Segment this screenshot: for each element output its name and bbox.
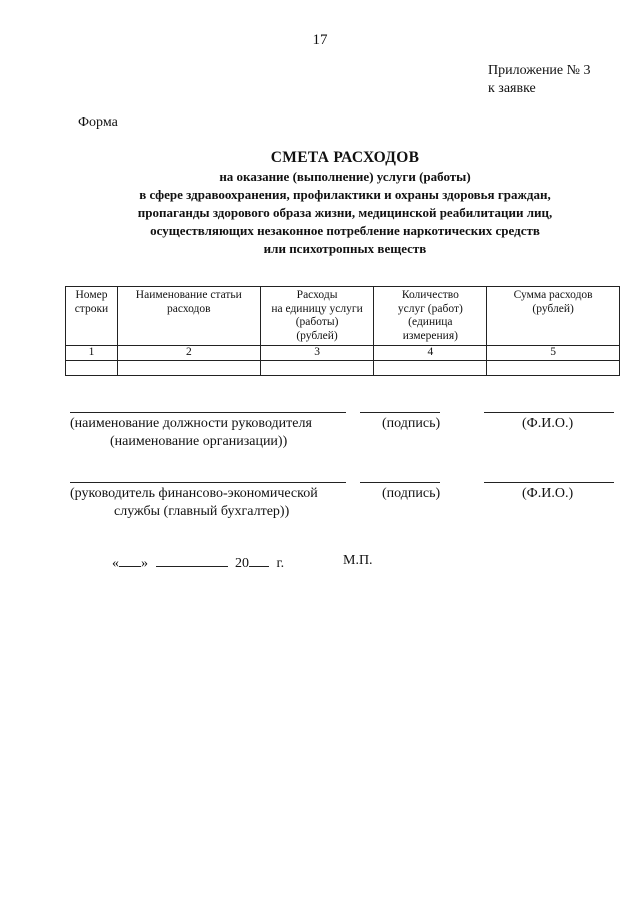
table-cell (66, 360, 118, 375)
organization-caption: (наименование организации)) (110, 434, 288, 449)
date-open-quote: « (112, 556, 119, 571)
table-cell (117, 360, 260, 375)
document-title (0, 148, 640, 258)
title-line-4: осуществляющих незаконное потребление наркотических средств (150, 223, 540, 238)
appendix-line-2: к заявке (488, 81, 536, 96)
stamp-label: М.П. (343, 553, 373, 568)
table-cell (260, 360, 374, 375)
head-fio-line (484, 412, 614, 413)
table-header-row (66, 287, 620, 346)
finance-fio-caption: (Ф.И.О.) (522, 486, 574, 501)
title-line-1: на оказание (выполнение) услуги (работы) (219, 169, 471, 184)
header-expense-item: Наименование статьи расходов (117, 287, 260, 346)
title-line-2: в сфере здравоохранения, профилактики и охраны здоровья граждан, (139, 187, 551, 202)
column-number-5: 5 (487, 346, 620, 361)
appendix-note (488, 62, 591, 98)
year-blank (249, 553, 269, 567)
form-label: Форма (78, 115, 118, 130)
header-unit-cost: Расходы на единицу услуги (работы) (рублей) (260, 287, 374, 346)
appendix-line-1: Приложение № 3 (488, 63, 591, 78)
year-suffix: г. (276, 556, 285, 571)
finance-position-caption: (руководитель финансово-экономической (70, 486, 318, 501)
page-number: 17 (312, 32, 328, 48)
column-number-2: 2 (117, 346, 260, 361)
column-number-4: 4 (374, 346, 487, 361)
finance-position-line (70, 482, 346, 483)
title-line-3: пропаганды здорового образа жизни, медицинской реабилитации лиц, (137, 205, 553, 220)
finance-signature-line (360, 482, 440, 483)
table-cell (374, 360, 487, 375)
date-line (112, 553, 284, 572)
head-signature-caption: (подпись) (382, 416, 441, 431)
head-position-caption: (наименование должности руководителя (70, 416, 312, 431)
column-number-3: 3 (260, 346, 374, 361)
finance-signature-caption: (подпись) (382, 486, 441, 501)
column-number-1: 1 (66, 346, 118, 361)
year-prefix: 20 (235, 556, 249, 571)
header-row-number: Номер строки (66, 287, 118, 346)
header-total-sum: Сумма расходов (рублей) (487, 287, 620, 346)
table-cell (487, 360, 620, 375)
head-fio-caption: (Ф.И.О.) (522, 416, 574, 431)
title-line-5: или психотропных веществ (263, 241, 427, 256)
header-quantity: Количество услуг (работ) (единица измерения) (374, 287, 487, 346)
title-main: СМЕТА РАСХОДОВ (270, 149, 420, 166)
day-blank (119, 553, 141, 567)
estimate-table (65, 286, 620, 376)
table-row (66, 360, 620, 375)
head-signature-line (360, 412, 440, 413)
table-row (66, 346, 620, 361)
date-close-quote: » (141, 556, 148, 571)
finance-service-caption: службы (главный бухгалтер)) (114, 504, 290, 519)
head-position-line (70, 412, 346, 413)
finance-fio-line (484, 482, 614, 483)
month-blank (156, 553, 228, 567)
